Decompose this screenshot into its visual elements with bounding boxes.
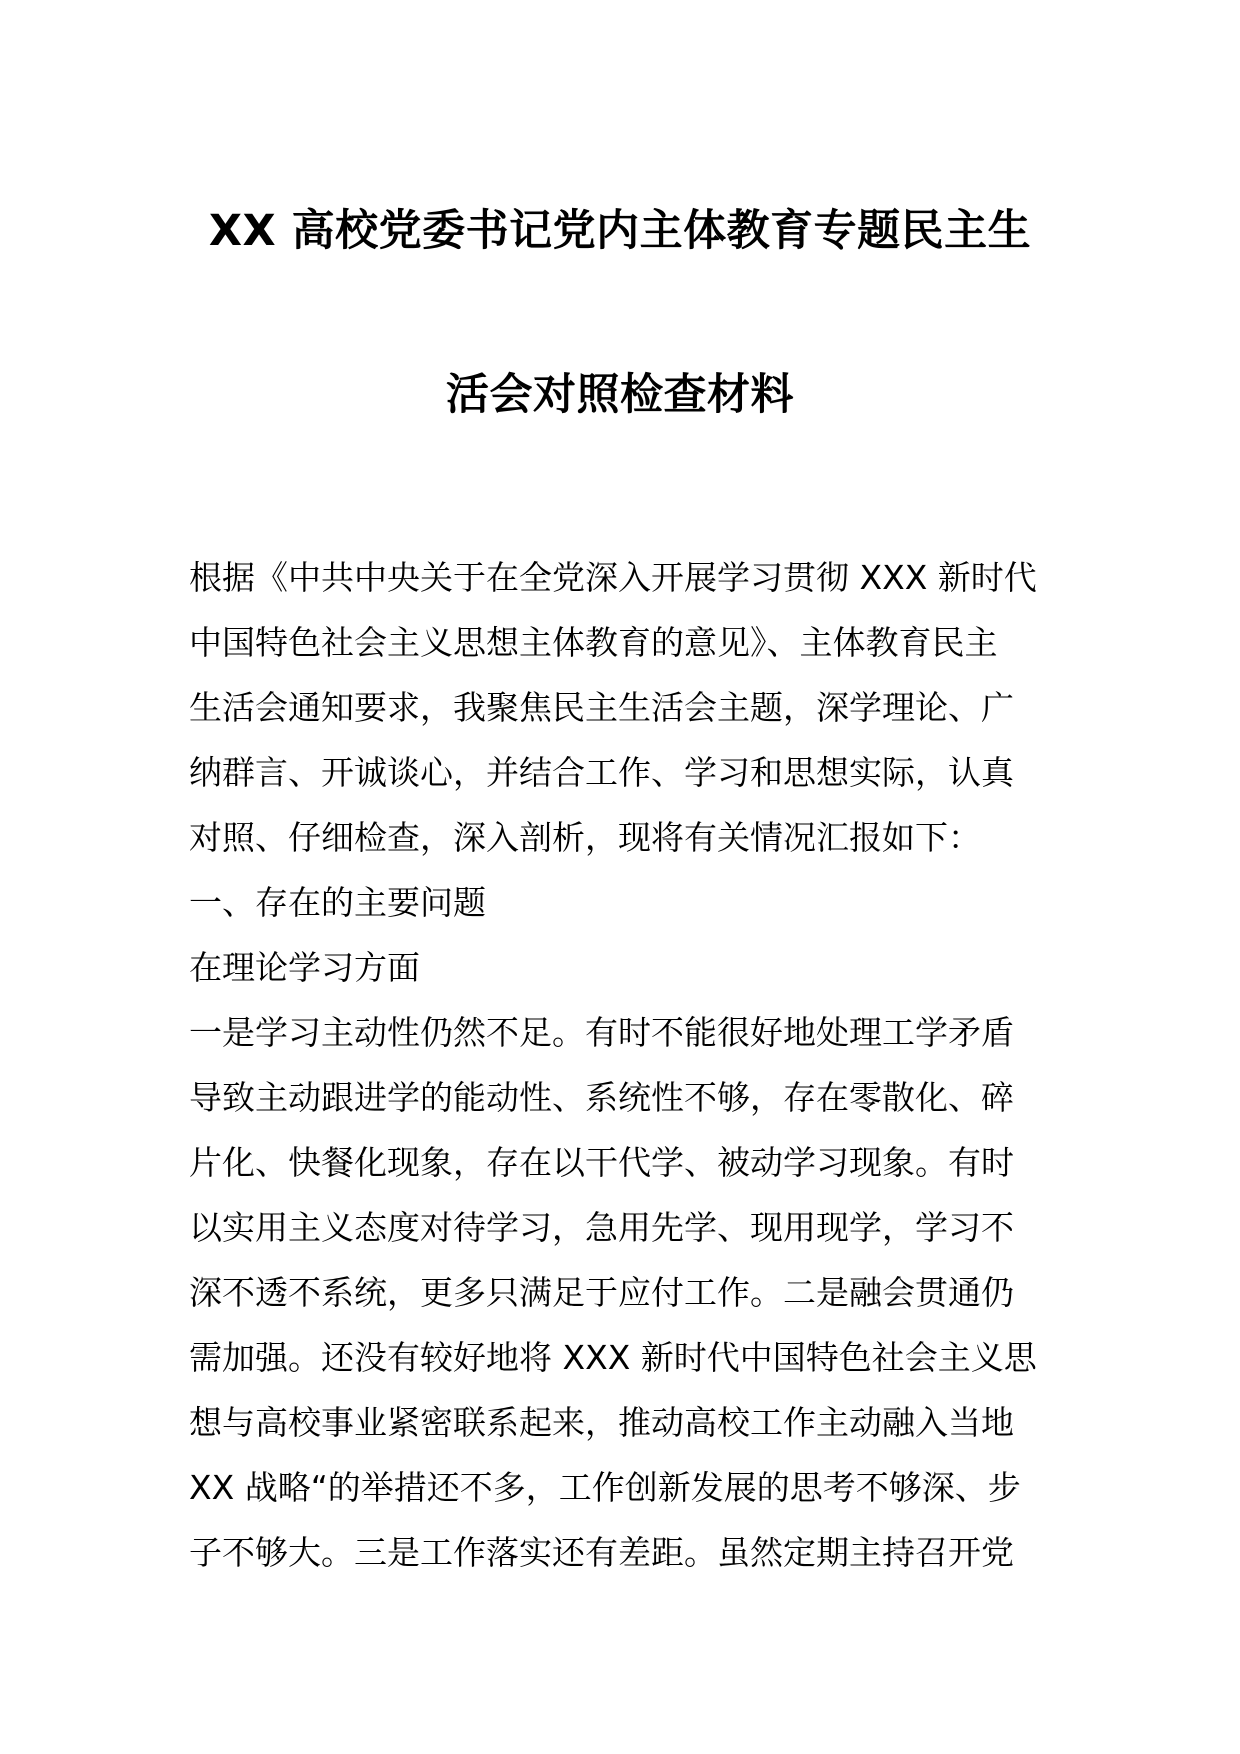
document-title-line-2: 活会对照检查材料 bbox=[446, 370, 794, 420]
document-title-line-1: XX 高校党委书记党内主体教育专题民主生 bbox=[208, 206, 1032, 256]
document-body bbox=[189, 545, 1069, 1585]
body-line: 生活会通知要求，我聚焦民主生活会主题，深学理论、广 bbox=[189, 688, 1014, 727]
body-line: 想与高校事业紧密联系起来，推动高校工作主动融入当地 bbox=[189, 1403, 1014, 1442]
subsection-heading: 在理论学习方面 bbox=[189, 948, 420, 987]
body-line: 子不够大。三是工作落实还有差距。虽然定期主持召开党 bbox=[189, 1533, 1014, 1572]
body-line: XX 战略“的举措还不多，工作创新发展的思考不够深、步 bbox=[189, 1468, 1021, 1507]
body-line: 深不透不系统，更多只满足于应付工作。二是融会贯通仍 bbox=[189, 1273, 1014, 1312]
body-line: 以实用主义态度对待学习，急用先学、现用现学，学习不 bbox=[189, 1208, 1014, 1247]
body-line: 中国特色社会主义思想主体教育的意见》、主体教育民主 bbox=[189, 623, 998, 662]
body-line: 纳群言、开诚谈心，并结合工作、学习和思想实际，认真 bbox=[189, 753, 1014, 792]
body-line: 对照、仔细检查，深入剖析，现将有关情况汇报如下： bbox=[189, 818, 981, 857]
section-heading: 一、存在的主要问题 bbox=[189, 883, 486, 922]
body-line: 导致主动跟进学的能动性、系统性不够，存在零散化、碎 bbox=[189, 1078, 1014, 1117]
body-line: 片化、快餐化现象，存在以干代学、被动学习现象。有时 bbox=[189, 1143, 1014, 1182]
body-line: 一是学习主动性仍然不足。有时不能很好地处理工学矛盾 bbox=[189, 1013, 1014, 1052]
body-line: 需加强。还没有较好地将 XXX 新时代中国特色社会主义思 bbox=[189, 1338, 1037, 1377]
body-line: 根据《中共中央关于在全党深入开展学习贯彻 XXX 新时代 bbox=[189, 558, 1037, 597]
